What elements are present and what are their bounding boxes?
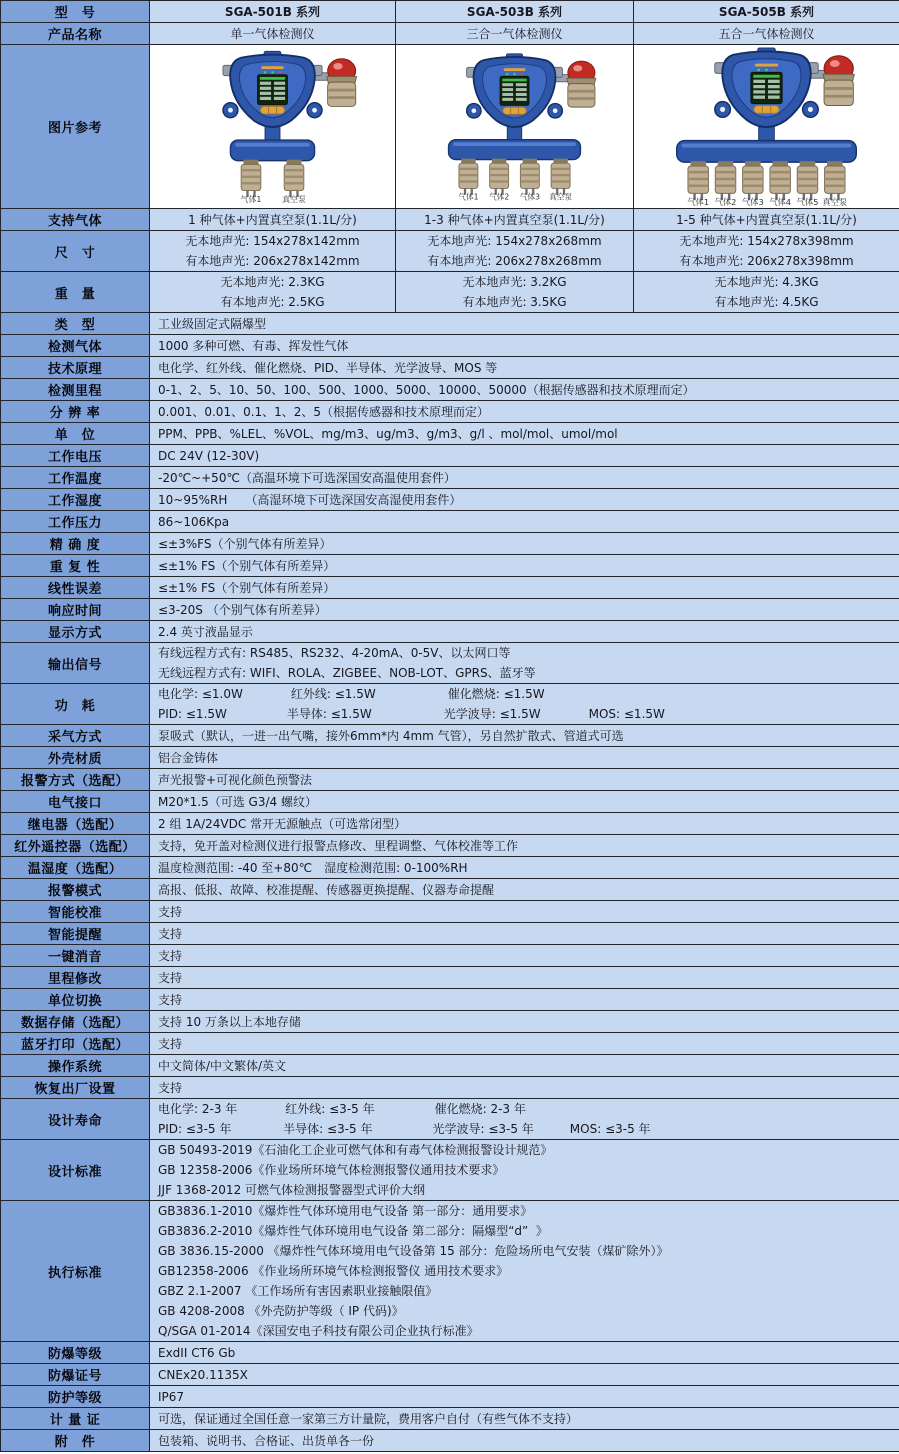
sensor-cylinder	[715, 161, 735, 200]
sensor-manifold	[230, 140, 314, 161]
value-line: 无本地声光: 4.3KG	[714, 275, 819, 289]
value-line: 有本地声光: 206x278x268mm	[427, 254, 602, 268]
value-cell	[150, 967, 899, 989]
value-line: 支持	[158, 1036, 183, 1051]
sensor-label: 真空泵	[822, 196, 848, 207]
row-label: 单 位	[1, 423, 150, 445]
model-name-cell: SGA-505B 系列	[634, 1, 899, 23]
row-label: 恢复出厂设置	[1, 1077, 150, 1099]
keypad	[503, 107, 527, 114]
value-line: GB 12358-2006《作业场所环境气体检测报警仪通用技术要求》	[158, 1163, 505, 1177]
spec-row	[1, 879, 899, 901]
value-line: 支持	[158, 926, 183, 941]
lcd-screen	[258, 74, 288, 104]
spec-row	[1, 423, 899, 445]
model-name-cell: SGA-503B 系列	[396, 1, 634, 23]
value-cell	[150, 923, 899, 945]
value-cell	[150, 231, 396, 272]
row-label: 输出信号	[1, 643, 150, 684]
sensor-label: 气体1	[240, 194, 262, 204]
value-cell	[150, 791, 899, 813]
value-line: 高报、低报、故障、校准提醒、传感器更换提醒、仪器寿命提醒	[158, 882, 495, 897]
keypad	[260, 106, 284, 113]
spec-row	[1, 643, 899, 684]
value-cell	[150, 621, 899, 643]
value-line: 有本地声光: 3.5KG	[462, 295, 567, 309]
spec-row	[1, 791, 899, 813]
value-cell	[634, 231, 899, 272]
value-line: 2.4 英寸液晶显示	[158, 624, 253, 639]
row-label: 单位切换	[1, 989, 150, 1011]
spec-row	[1, 357, 899, 379]
row-label: 图片参考	[1, 45, 150, 209]
value-line: -20℃~+50℃（高温环境下可选深国安高温使用套件）	[158, 470, 456, 485]
value-cell	[150, 989, 899, 1011]
spec-row	[1, 747, 899, 769]
value-cell	[396, 272, 634, 313]
value-line: ExdII CT6 Gb	[158, 1345, 236, 1360]
row-label: 重 量	[1, 272, 150, 313]
value-line: GB3836.1-2010《爆炸性气体环境用电气设备 第一部分：通用要求》	[158, 1204, 533, 1218]
spec-row	[1, 1055, 899, 1077]
value-cell	[150, 467, 899, 489]
gas-detector-illustration	[635, 47, 898, 207]
value-cell	[150, 1011, 899, 1033]
value-line: 无本地声光: 154x278x268mm	[427, 234, 602, 248]
value-cell	[150, 335, 899, 357]
value-cell	[150, 945, 899, 967]
row-label: 采气方式	[1, 725, 150, 747]
spec-row	[1, 967, 899, 989]
row-label: 温湿度（选配）	[1, 857, 150, 879]
row-label: 里程修改	[1, 967, 150, 989]
value-line: 10~95%RH （高湿环境下可选深国安高湿使用套件）	[158, 492, 462, 507]
value-line: IP67	[158, 1389, 185, 1404]
product-image-2	[396, 45, 634, 209]
row-label: 功 耗	[1, 684, 150, 725]
row-label: 支持气体	[1, 209, 150, 231]
value-cell	[150, 1386, 899, 1408]
value-cell	[150, 401, 899, 423]
row-label: 设计寿命	[1, 1099, 150, 1140]
value-cell	[150, 379, 899, 401]
value-cell	[150, 1033, 899, 1055]
value-line: 无本地声光: 154x278x398mm	[679, 234, 854, 248]
value-line: 无线远程方式有: WIFI、ROLA、ZIGBEE、NOB-LOT、GPRS、蓝牙等	[158, 666, 536, 680]
value-cell	[150, 684, 899, 725]
value-cell	[150, 1201, 899, 1342]
lcd-screen	[500, 76, 529, 105]
image-row	[1, 45, 899, 209]
row-label: 报警方式（选配）	[1, 769, 150, 791]
value-line: CNEx20.1135X	[158, 1367, 248, 1382]
row-label: 检测里程	[1, 379, 150, 401]
value-line: 工业级固定式隔爆型	[158, 316, 267, 331]
value-cell	[150, 879, 899, 901]
row-label: 继电器（选配）	[1, 813, 150, 835]
spec-row	[1, 923, 899, 945]
spec-row	[1, 1140, 899, 1201]
value-line: 电化学: 2-3 年 红外线: ≤3-5 年 催化燃烧: 2-3 年	[158, 1102, 526, 1116]
value-line: 无本地声光: 3.2KG	[462, 275, 567, 289]
spec-row	[1, 379, 899, 401]
value-cell	[150, 313, 899, 335]
value-line: PID: ≤1.5W 半导体: ≤1.5W 光学波导: ≤1.5W MOS: ≤1.5W	[158, 707, 665, 721]
spec-row	[1, 1408, 899, 1430]
spec-row	[1, 1342, 899, 1364]
row-label: 外壳材质	[1, 747, 150, 769]
value-line: 电化学: ≤1.0W 红外线: ≤1.5W 催化燃烧: ≤1.5W	[158, 687, 545, 701]
value-line: 1-3 种气体+内置真空泵(1.1L/分)	[424, 212, 605, 227]
spec-row	[1, 1364, 899, 1386]
spec-row	[1, 1099, 899, 1140]
spec-row	[1, 335, 899, 357]
sensor-cylinder	[490, 158, 509, 194]
value-line: 支持	[158, 948, 183, 963]
sensor-cylinder	[797, 161, 817, 200]
value-cell	[150, 835, 899, 857]
value-line: 可选，保证通过全国任意一家第三方计量院，费用客户自付（有些气体不支持）	[158, 1411, 579, 1426]
value-line: 有本地声光: 206x278x142mm	[185, 254, 360, 268]
value-cell	[396, 231, 634, 272]
spec-row	[1, 813, 899, 835]
row-label: 分 辨 率	[1, 401, 150, 423]
value-line: 支持	[158, 992, 183, 1007]
value-cell	[150, 577, 899, 599]
row-label: 产品名称	[1, 23, 150, 45]
row-label: 红外遥控器（选配）	[1, 835, 150, 857]
value-cell	[396, 209, 634, 231]
spec-row	[1, 511, 899, 533]
value-cell	[150, 533, 899, 555]
value-cell	[150, 769, 899, 791]
value-cell	[150, 555, 899, 577]
value-line: GB 3836.15-2000 《爆炸性气体环境用电气设备第 15 部分：危险场所电气安装（煤矿除外）》	[158, 1244, 669, 1258]
sensor-label: 真空泵	[549, 191, 573, 201]
value-line: 泵吸式（默认，一进一出气嘴，接外6mm*内 4mm 气管），另自然扩散式、管道式可选	[158, 728, 624, 743]
sensor-label: 气体1	[458, 191, 479, 201]
value-line: GBZ 2.1-2007 《工作场所有害因素职业接触限值》	[158, 1284, 438, 1298]
value-line: 包装箱、说明书、合格证、出货单各一份	[158, 1433, 375, 1448]
value-cell	[634, 272, 899, 313]
sensor-cylinder	[551, 158, 570, 194]
value-cell	[150, 1408, 899, 1430]
value-line: 0.001、0.01、0.1、1、2、5（根据传感器和技术原理而定）	[158, 404, 490, 419]
spec-row	[1, 231, 899, 272]
value-cell	[150, 747, 899, 769]
value-line: ≤±1% FS（个别气体有所差异）	[158, 558, 336, 573]
row-label: 操作系统	[1, 1055, 150, 1077]
value-line: 1000 多种可燃、有毒、挥发性气体	[158, 338, 349, 353]
product-name-cell: 单一气体检测仪	[150, 23, 396, 45]
spec-row	[1, 533, 899, 555]
row-label: 型 号	[1, 1, 150, 23]
value-cell	[634, 209, 899, 231]
value-cell	[150, 1430, 899, 1452]
row-label: 蓝牙打印（选配）	[1, 1033, 150, 1055]
gas-detector-illustration	[151, 47, 394, 207]
value-line: 1-5 种气体+内置真空泵(1.1L/分)	[676, 212, 857, 227]
value-line: 86~106Kpa	[158, 514, 230, 529]
gas-detector-illustration	[397, 47, 632, 207]
spec-row	[1, 725, 899, 747]
value-line: ≤±3%FS（个别气体有所差异）	[158, 536, 332, 551]
spec-row	[1, 555, 899, 577]
row-label: 重 复 性	[1, 555, 150, 577]
spec-row	[1, 445, 899, 467]
spec-row	[1, 769, 899, 791]
sensor-cylinder	[284, 159, 304, 196]
value-line: JJF 1368-2012 可燃气体检测报警器型式评价大纲	[158, 1183, 426, 1197]
spec-row	[1, 1201, 899, 1342]
value-line: GB3836.2-2010《爆炸性气体环境用电气设备 第二部分：隔爆型“d” 》	[158, 1224, 548, 1238]
row-label: 尺 寸	[1, 231, 150, 272]
value-cell	[150, 423, 899, 445]
value-line: 支持	[158, 904, 183, 919]
value-cell	[150, 813, 899, 835]
sensor-cylinder	[770, 161, 790, 200]
sensor-cylinder	[743, 161, 763, 200]
lcd-screen	[751, 72, 782, 103]
value-cell	[150, 1140, 899, 1201]
sensor-label: 气体2	[714, 196, 737, 207]
value-line: 中文简体/中文繁体/英文	[158, 1058, 287, 1073]
value-cell	[150, 857, 899, 879]
value-line: Q/SGA 01-2014《深国安电子科技有限公司企业执行标准》	[158, 1324, 479, 1338]
spec-row	[1, 401, 899, 423]
product-row	[1, 23, 899, 45]
row-label: 智能校准	[1, 901, 150, 923]
value-cell	[150, 725, 899, 747]
row-label: 技术原理	[1, 357, 150, 379]
value-cell	[150, 599, 899, 621]
sensor-cylinder	[825, 161, 845, 200]
spec-row	[1, 1033, 899, 1055]
value-cell	[150, 511, 899, 533]
value-line: 2 组 1A/24VDC 常开无源触点（可选常闭型）	[158, 816, 407, 831]
value-line: 电化学、红外线、催化燃烧、PID、半导体、光学波导、MOS 等	[158, 360, 498, 375]
product-name-cell: 五合一气体检测仪	[634, 23, 899, 45]
spec-row	[1, 489, 899, 511]
value-line: 0-1、2、5、10、50、100、500、1000、5000、10000、50000（根据传感器和技术原理而定）	[158, 382, 695, 397]
value-line: GB12358-2006 《作业场所环境气体检测报警仪 通用技术要求》	[158, 1264, 509, 1278]
spec-row	[1, 945, 899, 967]
row-label: 智能提醒	[1, 923, 150, 945]
spec-row	[1, 1430, 899, 1452]
spec-row	[1, 684, 899, 725]
row-label: 显示方式	[1, 621, 150, 643]
value-line: ≤±1% FS（个别气体有所差异）	[158, 580, 336, 595]
spec-row	[1, 857, 899, 879]
value-line: GB 4208-2008 《外壳防护等级（ IP 代码)》	[158, 1304, 404, 1318]
value-cell	[150, 272, 396, 313]
value-line: 支持，免开盖对检测仪进行报警点修改、里程调整、气体校准等工作	[158, 838, 519, 853]
row-label: 数据存储（选配）	[1, 1011, 150, 1033]
value-line: 支持	[158, 970, 183, 985]
row-label: 类 型	[1, 313, 150, 335]
row-label: 执行标准	[1, 1201, 150, 1342]
value-cell	[150, 489, 899, 511]
sensor-cylinder	[688, 161, 708, 200]
row-label: 一键消音	[1, 945, 150, 967]
value-line: GB 50493-2019《石油化工企业可燃气体和有毒气体检测报警设计规范》	[158, 1143, 553, 1157]
row-label: 防护等级	[1, 1386, 150, 1408]
keypad	[754, 105, 779, 113]
sensor-manifold	[677, 140, 857, 161]
value-line: 有线远程方式有: RS485、RS232、4-20mA、0-5V、以太网口等	[158, 646, 511, 660]
value-cell	[150, 445, 899, 467]
value-line: 支持 10 万条以上本地存储	[158, 1014, 301, 1029]
spec-row	[1, 621, 899, 643]
value-line: 无本地声光: 2.3KG	[220, 275, 325, 289]
value-line: 无本地声光: 154x278x142mm	[185, 234, 360, 248]
value-line: ≤3-20S （个别气体有所差异）	[158, 602, 327, 617]
spec-row	[1, 1011, 899, 1033]
sensor-label: 气体4	[769, 196, 792, 207]
spec-row	[1, 989, 899, 1011]
value-cell	[150, 357, 899, 379]
row-label: 工作电压	[1, 445, 150, 467]
spec-row	[1, 577, 899, 599]
row-label: 防爆等级	[1, 1342, 150, 1364]
spec-row	[1, 209, 899, 231]
value-line: DC 24V (12-30V)	[158, 448, 260, 463]
value-cell	[150, 1364, 899, 1386]
product-name-cell: 三合一气体检测仪	[396, 23, 634, 45]
row-label: 检测气体	[1, 335, 150, 357]
value-line: 有本地声光: 4.5KG	[714, 295, 819, 309]
value-line: M20*1.5（可选 G3/4 螺纹）	[158, 794, 317, 809]
value-line: 铝合金铸体	[158, 750, 219, 765]
spec-row	[1, 901, 899, 923]
value-line: 有本地声光: 206x278x398mm	[679, 254, 854, 268]
value-line: PPM、PPB、%LEL、%VOL、mg/m3、ug/m3、g/m3、g/l 、mol/mol、umol/mol	[158, 426, 618, 441]
value-line: 声光报警+可视化颜色预警法	[158, 772, 313, 787]
sensor-label: 气体2	[489, 191, 510, 201]
value-cell	[150, 1055, 899, 1077]
row-label: 精 确 度	[1, 533, 150, 555]
spec-row	[1, 599, 899, 621]
model-row	[1, 1, 899, 23]
spec-row	[1, 272, 899, 313]
value-line: 有本地声光: 2.5KG	[220, 295, 325, 309]
value-cell	[150, 643, 899, 684]
product-image-1	[150, 45, 396, 209]
row-label: 工作温度	[1, 467, 150, 489]
value-line: 支持	[158, 1080, 183, 1095]
row-label: 响应时间	[1, 599, 150, 621]
spec-row	[1, 1077, 899, 1099]
value-line: PID: ≤3-5 年 半导体: ≤3-5 年 光学波导: ≤3-5 年 MOS: ≤3-5 年	[158, 1122, 651, 1136]
row-label: 计 量 证	[1, 1408, 150, 1430]
sensor-cylinder	[241, 159, 261, 196]
row-label: 防爆证号	[1, 1364, 150, 1386]
spec-row	[1, 835, 899, 857]
sensor-label: 气体1	[687, 196, 710, 207]
spec-row	[1, 313, 899, 335]
model-name-cell: SGA-501B 系列	[150, 1, 396, 23]
sensor-label: 气体3	[519, 191, 540, 201]
spec-row	[1, 467, 899, 489]
sensor-label: 气体3	[741, 196, 764, 207]
row-label: 报警模式	[1, 879, 150, 901]
row-label: 工作压力	[1, 511, 150, 533]
sensor-manifold	[449, 139, 581, 159]
value-line: 1 种气体+内置真空泵(1.1L/分)	[188, 212, 357, 227]
value-cell	[150, 1342, 899, 1364]
row-label: 设计标准	[1, 1140, 150, 1201]
value-cell	[150, 1077, 899, 1099]
sensor-cylinder	[520, 158, 539, 194]
value-line: 温度检测范围: -40 至+80℃ 湿度检测范围: 0-100%RH	[158, 860, 468, 875]
row-label: 附 件	[1, 1430, 150, 1452]
row-label: 电气接口	[1, 791, 150, 813]
row-label: 线性误差	[1, 577, 150, 599]
sensor-cylinder	[459, 158, 478, 194]
value-cell	[150, 1099, 899, 1140]
row-label: 工作湿度	[1, 489, 150, 511]
sensor-label: 真空泵	[282, 194, 306, 204]
value-cell	[150, 209, 396, 231]
value-cell	[150, 901, 899, 923]
spec-row	[1, 1386, 899, 1408]
product-image-3	[634, 45, 899, 209]
sensor-label: 气体5	[796, 196, 819, 207]
